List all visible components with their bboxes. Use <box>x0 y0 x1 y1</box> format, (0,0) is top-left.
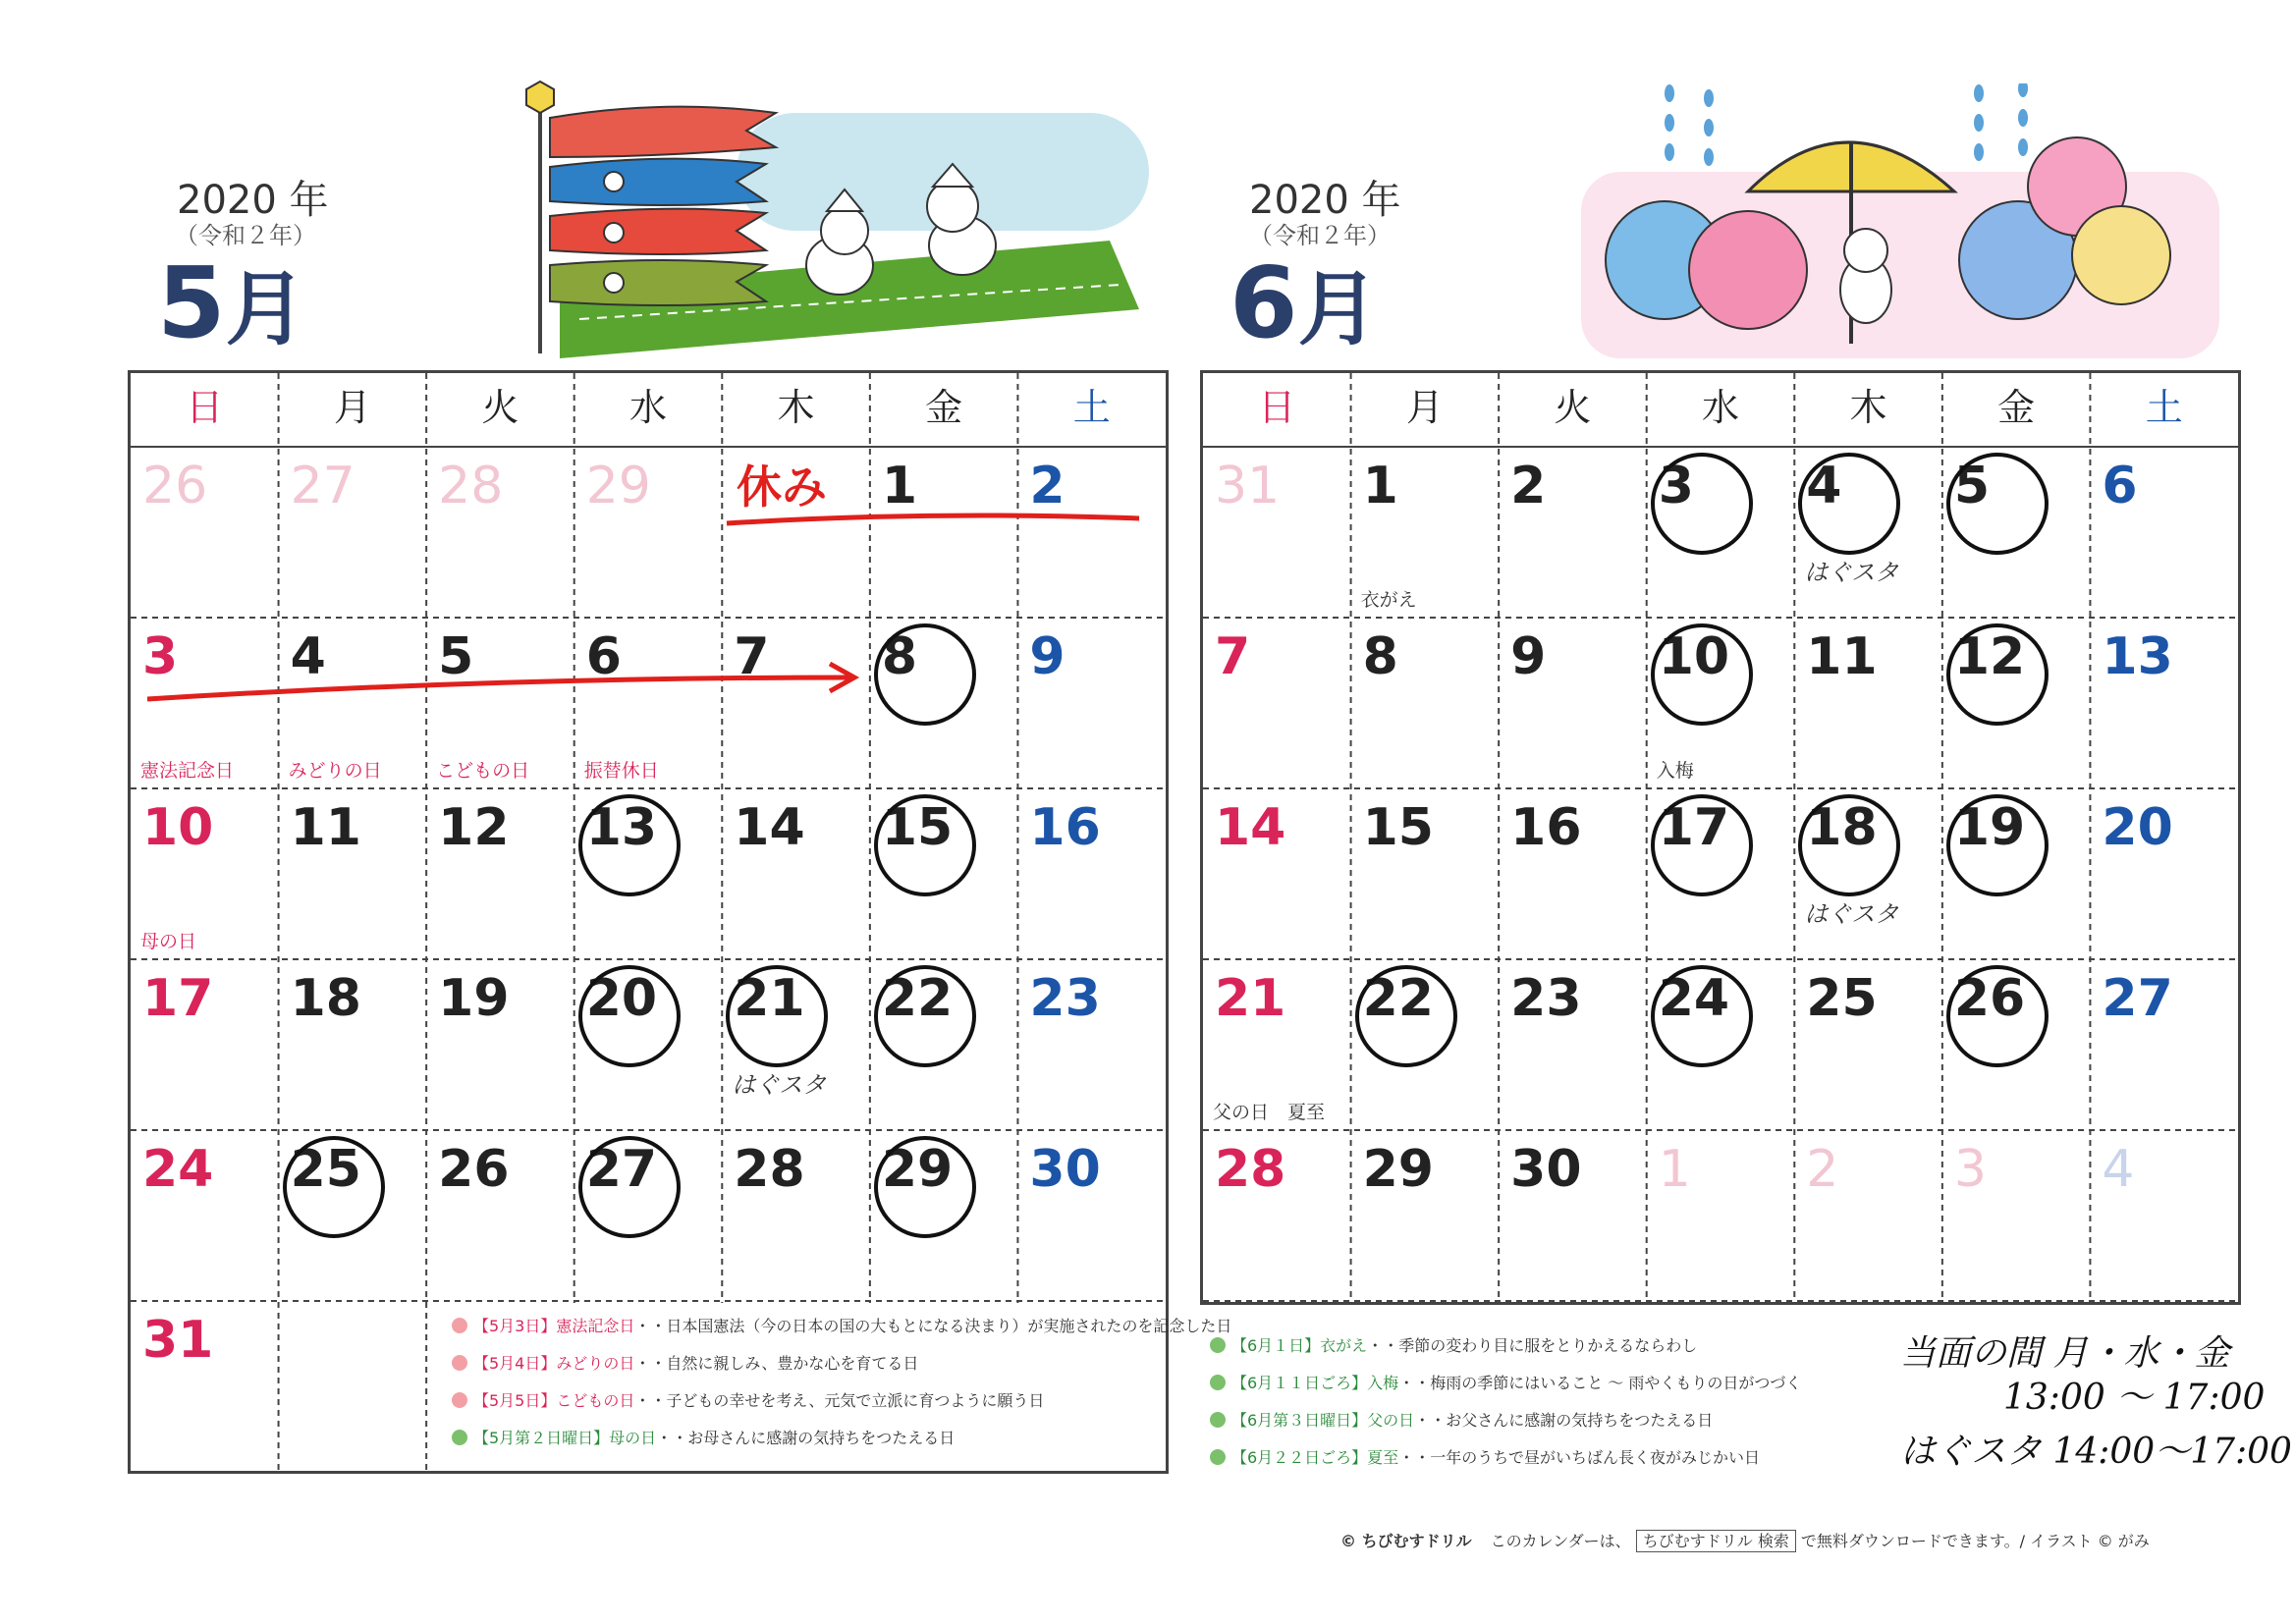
may-day-number: 10 <box>142 798 214 857</box>
may-day-number: 30 <box>1029 1140 1101 1199</box>
june-day-number: 15 <box>1362 798 1434 857</box>
june-legend-text: ・・一年のうちで昼がいちばん長く夜がみじかい日 <box>1398 1448 1761 1467</box>
june-legend-tag: 【6月１１日ごろ】入梅 <box>1231 1374 1399 1392</box>
june-day-number: 10 <box>1658 627 1730 686</box>
may-day-note: 憲法記念日 <box>140 760 235 782</box>
june-weekday-2: 火 <box>1554 386 1592 429</box>
may-day-number: 21 <box>734 969 805 1028</box>
flower-icon <box>452 1355 467 1371</box>
handwritten-hagusuta-label: はぐスタ <box>1804 559 1899 586</box>
may-day-number: 29 <box>585 457 651 515</box>
may-day-number: 24 <box>142 1140 214 1199</box>
june-month-suffix: 月 <box>1297 263 1379 356</box>
june-day-number: 23 <box>1510 969 1582 1028</box>
flower-icon <box>1210 1375 1226 1390</box>
june-legend-item <box>1210 1371 1801 1393</box>
may-day-number: 4 <box>290 627 326 686</box>
may-day-note: こどもの日 <box>436 760 530 782</box>
may-legend-tag: 【5月3日】憲法記念日 <box>473 1317 635 1335</box>
may-day-note: みどりの日 <box>288 760 382 782</box>
june-day-number: 30 <box>1510 1140 1582 1199</box>
may-day-number: 17 <box>142 969 214 1028</box>
may-legend-text: ・・自然に親しみ、豊かな心を育てる日 <box>634 1354 919 1373</box>
june-day-number: 12 <box>1953 627 2026 686</box>
flower-icon <box>1210 1412 1226 1428</box>
may-day-number: 11 <box>290 798 361 857</box>
june-day-number: 22 <box>1362 969 1434 1028</box>
may-legend-item <box>452 1314 1231 1336</box>
june-day-number: 3 <box>1953 1140 1987 1199</box>
june-day-number: 1 <box>1658 1140 1691 1199</box>
june-day-number: 14 <box>1215 798 1286 857</box>
june-day-number: 18 <box>1806 798 1878 857</box>
june-weekday-3: 水 <box>1701 386 1739 429</box>
may-day-number: 27 <box>585 1140 658 1199</box>
june-weekday-5: 金 <box>1997 386 2036 429</box>
may-day-number: 28 <box>734 1140 805 1199</box>
june-day-number: 11 <box>1806 627 1878 686</box>
june-legend-text: ・・梅雨の季節にはいること ～ 雨やくもりの日がつづく <box>1398 1374 1802 1392</box>
handwritten-hagusuta-label: はぐスタ <box>1804 900 1899 928</box>
june-day-note: 入梅 <box>1656 760 1694 782</box>
june-day-number: 27 <box>2102 969 2173 1028</box>
june-day-note: 父の日 夏至 <box>1213 1102 1326 1123</box>
may-weekday-3: 水 <box>628 386 667 429</box>
june-day-number: 7 <box>1215 627 1251 686</box>
may-weekday-4: 木 <box>777 386 815 429</box>
handwritten-hagusuta-time: はぐスタ 14:00～17:00 <box>1900 1432 2292 1472</box>
june-day-note: 衣がえ <box>1360 589 1417 611</box>
may-day-number: 29 <box>881 1140 954 1199</box>
june-day-number: 2 <box>1806 1140 1839 1199</box>
june-legend-item <box>1210 1333 1697 1356</box>
may-day-note: 母の日 <box>140 931 197 952</box>
may-year: 2020 年 <box>177 178 329 223</box>
may-day-number: 16 <box>1029 798 1101 857</box>
june-day-number: 28 <box>1215 1140 1286 1199</box>
may-day-number: 14 <box>734 798 805 857</box>
may-day-number: 22 <box>881 969 954 1028</box>
may-legend-tag: 【5月第２日曜日】母の日 <box>473 1429 657 1447</box>
flower-icon <box>452 1318 467 1333</box>
june-day-number: 25 <box>1806 969 1878 1028</box>
footer-brand: © ちびむすドリル <box>1340 1532 1472 1550</box>
may-day-number: 19 <box>438 969 510 1028</box>
may-weekday-0: 日 <box>186 386 224 429</box>
may-day-number: 13 <box>585 798 658 857</box>
june-day-number: 5 <box>1953 457 1991 515</box>
june-month-number: 6 <box>1229 245 1298 360</box>
footer <box>1340 1529 2150 1551</box>
june-day-number: 20 <box>2102 798 2173 857</box>
flower-icon <box>1210 1337 1226 1353</box>
june-day-number: 9 <box>1510 627 1547 686</box>
june-day-number: 19 <box>1953 798 2026 857</box>
may-month-suffix: 月 <box>225 263 306 356</box>
handwritten-hours-note: 当面の間 月・水・金 <box>1900 1333 2230 1374</box>
may-day-number: 8 <box>881 627 918 686</box>
handwritten-hours-time: 13:00 ～ 17:00 <box>2003 1378 2266 1418</box>
june-day-number: 16 <box>1510 798 1582 857</box>
june-legend-tag: 【6月２２日ごろ】夏至 <box>1231 1448 1399 1467</box>
june-legend-tag: 【6月１日】衣がえ <box>1231 1336 1368 1355</box>
footer-search-box[interactable]: ちびむすドリル 検索 <box>1636 1530 1796 1552</box>
june-day-number: 31 <box>1215 457 1281 515</box>
june-day-number: 2 <box>1510 457 1547 515</box>
may-legend-item <box>452 1351 918 1374</box>
june-day-number: 4 <box>1806 457 1842 515</box>
may-day-number: 12 <box>438 798 510 857</box>
june-day-number: 3 <box>1658 457 1694 515</box>
may-legend-text: ・・お母さんに感謝の気持ちをつたえる日 <box>656 1429 956 1447</box>
may-weekday-2: 火 <box>481 386 519 429</box>
may-day-number: 26 <box>438 1140 510 1199</box>
flower-icon <box>452 1430 467 1445</box>
june-day-number: 17 <box>1658 798 1730 857</box>
may-day-number: 15 <box>881 798 954 857</box>
footer-text: このカレンダーは、 <box>1490 1532 1631 1550</box>
june-weekday-6: 土 <box>2145 386 2183 429</box>
june-weekday-1: 月 <box>1405 386 1444 429</box>
may-legend-tag: 【5月4日】みどりの日 <box>473 1354 635 1373</box>
may-day-number: 6 <box>585 627 622 686</box>
may-day-number: 7 <box>734 627 770 686</box>
june-day-number: 4 <box>2102 1140 2135 1199</box>
may-day-note: 振替休日 <box>583 760 659 782</box>
june-day-number: 6 <box>2102 457 2138 515</box>
june-weekday-4: 木 <box>1849 386 1887 429</box>
may-legend-text: ・・日本国憲法（今の日本の国の大もとになる決まり）が実施されたのを記念した日 <box>634 1317 1232 1335</box>
may-era: （令和２年） <box>175 222 316 249</box>
may-legend-text: ・・子どもの幸せを考え、元気で立派に育つように願う日 <box>634 1391 1045 1410</box>
june-year: 2020 年 <box>1249 178 1401 223</box>
june-legend-text: ・・季節の変わり目に服をとりかえるならわし <box>1367 1336 1698 1355</box>
may-day-number: 27 <box>290 457 355 515</box>
may-weekday-5: 金 <box>925 386 963 429</box>
may-day-number: 25 <box>290 1140 361 1199</box>
june-day-number: 8 <box>1362 627 1398 686</box>
june-era: （令和２年） <box>1249 222 1391 249</box>
june-day-number: 26 <box>1953 969 2026 1028</box>
may-day-number: 9 <box>1029 627 1066 686</box>
may-day-number: 1 <box>881 457 918 515</box>
june-legend-tag: 【6月第３日曜日】父の日 <box>1231 1411 1415 1430</box>
june-weekday-0: 日 <box>1258 386 1296 429</box>
may-day-number: 3 <box>142 627 179 686</box>
june-day-number: 21 <box>1215 969 1286 1028</box>
june-legend-item <box>1210 1408 1713 1431</box>
may-day-number: 20 <box>585 969 658 1028</box>
may-weekday-1: 月 <box>333 386 371 429</box>
may-month-number: 5 <box>157 245 226 360</box>
may-day-number: 5 <box>438 627 474 686</box>
june-day-number: 13 <box>2102 627 2173 686</box>
may-day-number: 31 <box>142 1311 214 1370</box>
may-day-number: 28 <box>438 457 504 515</box>
flower-icon <box>452 1392 467 1408</box>
may-day-number: 2 <box>1029 457 1066 515</box>
may-day-number: 26 <box>142 457 208 515</box>
june-legend-text: ・・お父さんに感謝の気持ちをつたえる日 <box>1414 1411 1714 1430</box>
may-legend-item <box>452 1388 1044 1411</box>
handwritten-holiday: 休み <box>737 460 827 514</box>
may-legend-item <box>452 1426 955 1448</box>
june-day-number: 24 <box>1658 969 1730 1028</box>
may-weekday-6: 土 <box>1072 386 1111 429</box>
june-day-number: 29 <box>1362 1140 1434 1199</box>
footer-text-2: で無料ダウンロードできます。/ イラスト © がみ <box>1800 1532 2150 1550</box>
handwritten-hagusuta-label: はぐスタ <box>732 1071 827 1099</box>
june-day-number: 1 <box>1362 457 1398 515</box>
june-legend-item <box>1210 1445 1760 1468</box>
flower-icon <box>1210 1449 1226 1465</box>
may-legend-tag: 【5月5日】こどもの日 <box>473 1391 635 1410</box>
may-day-number: 18 <box>290 969 361 1028</box>
may-day-number: 23 <box>1029 969 1101 1028</box>
